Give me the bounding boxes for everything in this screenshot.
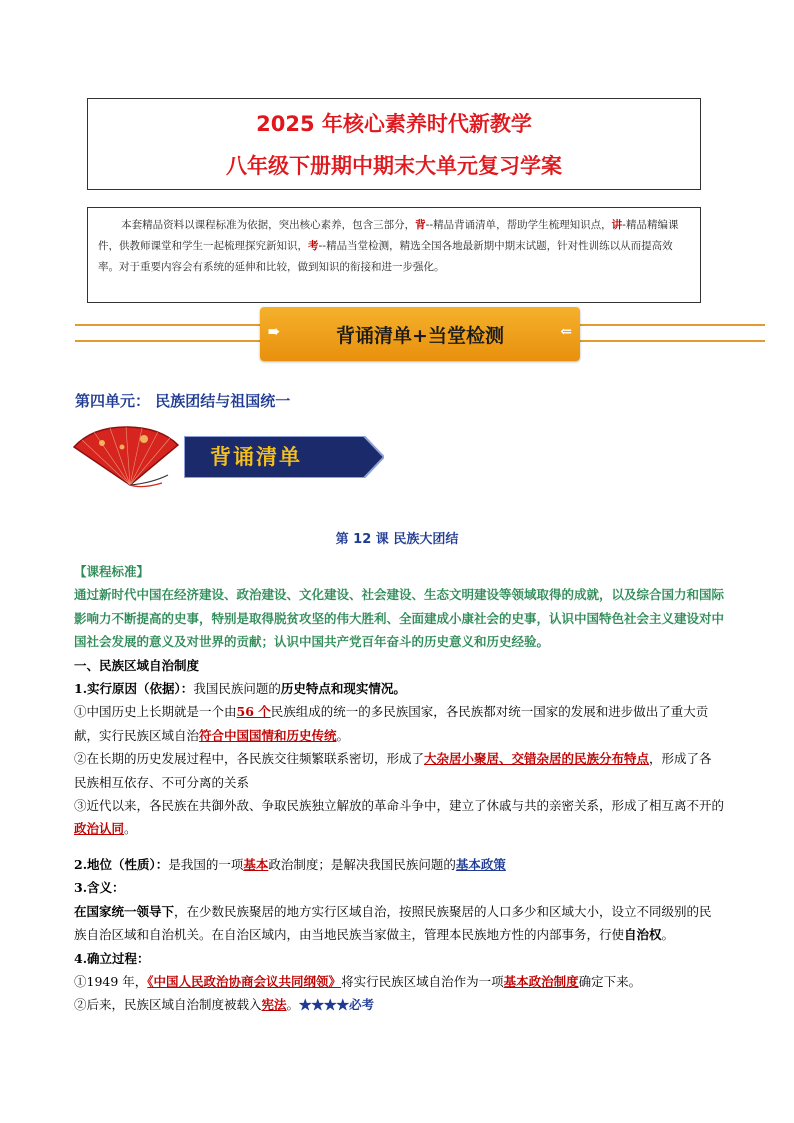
intro-text-4: --精品当堂检测，精选全国各地最新期中期末试题，针对性训练以从而提高效率。对于重要内容会有系统的延伸和比较，做到知识的衔接和进一步强化。	[98, 240, 673, 273]
arrow-right-icon: ➠	[268, 324, 280, 340]
meaning-text-c: 自治权	[624, 927, 662, 943]
reason3-key-1: 政治认同	[74, 821, 125, 837]
intro-box	[87, 207, 701, 303]
reason1-key-2: 符合中国国情和历史传统	[199, 727, 337, 743]
intro-key-2: 讲	[611, 219, 623, 231]
meaning-text-d: 。	[661, 927, 675, 943]
status-key-1: 基本	[243, 856, 269, 872]
paragraph-reason-3	[74, 794, 724, 841]
paragraph-status	[74, 853, 724, 876]
reason1-text-b: 民族组成的统一的多民族国家，各民族都对统一国家的发展和进步做出了重大贡献，实行民族区域自治	[74, 704, 709, 743]
process-label: 4.确立过程：	[74, 950, 150, 966]
meaning-text-b: ，在少数民族聚居的地方实行区域自治，按照民族聚居的人口多少和区域大小，设立不同级别的民族自治区域和自治机关。在自治区域内，由当地民族当家做主，管理本民族地方性的内部事务，行使	[74, 903, 712, 943]
reason2-text-a: ②在长期的历史发展过程中，各民族交往频繁联系密切，形成了	[74, 751, 425, 767]
fan-icon	[72, 425, 180, 489]
reason2-text-b: ，形成了各民族相互依存、不可分离的关系	[74, 751, 712, 790]
process1-key-1: 《中国人民政治协商会议共同纲领》	[147, 973, 342, 989]
title-line-1: 2025 年核心素养时代新教学	[256, 112, 532, 136]
reason-text: 我国民族问题的	[193, 681, 281, 697]
process1-key-2: 基本政治制度	[503, 973, 579, 989]
intro-text-1: 本套精品资料以课程标准为依据，突出核心素养，包含三部分，	[121, 219, 416, 231]
section-badge-label: 背诵清单	[210, 445, 302, 469]
standard-heading: 【课程标准】	[74, 564, 150, 579]
paragraph-reason-2	[74, 747, 724, 794]
status-key-2: 基本政策	[455, 856, 506, 872]
meaning-text-a: 在国家统一领导下	[74, 903, 175, 919]
reason2-key-1: 大杂居小聚居、交错杂居的民族分布特点	[424, 751, 650, 767]
process2-text-a: ②后来，民族区域自治制度被载入	[74, 997, 262, 1013]
paragraph-meaning	[74, 900, 724, 947]
reason3-text-b: 。	[124, 821, 137, 837]
reason-bold: 历史特点和现实情况。	[280, 681, 406, 697]
title-line-2: 八年级下册期中期末大单元复习学案	[226, 154, 562, 178]
paragraph-reason-1	[74, 700, 724, 747]
section1-heading: 一、民族区域自治制度	[74, 657, 200, 673]
reason1-key-1: 56 个	[236, 704, 271, 720]
paragraph-reason	[74, 677, 724, 700]
process2-key-1: 宪法	[261, 997, 287, 1013]
reason-label: 1.实行原因（依据）：	[74, 681, 194, 697]
intro-key-3: 考	[308, 240, 319, 252]
banner-label: 背诵清单+当堂检测	[336, 325, 504, 347]
main-content	[74, 560, 724, 1017]
status-text-a: 是我国的一项	[168, 856, 244, 872]
title-box	[87, 98, 701, 190]
process1-text-c: 确定下来。	[578, 973, 642, 989]
section-banner	[260, 307, 580, 361]
must-test-stars: ★★★★必考	[299, 997, 375, 1013]
lesson-title: 第 12 课 民族大团结	[335, 532, 459, 547]
meaning-label: 3.含义：	[74, 880, 125, 896]
reason1-text-c: 。	[336, 727, 350, 743]
process2-text-b: 。	[286, 997, 300, 1013]
status-label: 2.地位（性质）：	[74, 856, 169, 872]
process1-text-b: 将实行民族区域自治作为一项	[341, 973, 504, 989]
status-text-b: 政治制度；是解决我国民族问题的	[268, 856, 456, 872]
unit-title: 第四单元： 民族团结与祖国统一	[75, 392, 291, 410]
intro-text-3: -精品精编课件，供教师课堂和学生一起梳理探究新知识，	[98, 219, 679, 252]
paragraph-process-2	[74, 993, 724, 1016]
paragraph-process-1	[74, 970, 724, 993]
intro-text-2: --精品背诵清单，帮助学生梳理知识点，	[425, 219, 612, 231]
arrow-left-icon: ⇐	[560, 324, 572, 340]
intro-key-1: 背	[415, 219, 426, 231]
standard-text: 通过新时代中国在经济建设、政治建设、文化建设、社会建设、生态文明建设等领域取得的成就，以及综合国力和国际影响力不断提高的史事，特别是取得脱贫攻坚的伟大胜利、全面建成小康社会的史事，认识中国特色社会主义建设对中国社会发展的意义及对世界的贡献；认识中国共产党百年奋斗的历史意义和历史经验。	[74, 587, 725, 650]
reason3-text-a: ③近代以来，各民族在共御外敌、争取民族独立解放的革命斗争中，建立了休戚与共的亲密关系，形成了相互离不开的	[74, 798, 725, 814]
reason1-text-a: ①中国历史上长期就是一个由	[74, 704, 237, 720]
process1-text-a: ①1949 年，	[74, 973, 148, 989]
